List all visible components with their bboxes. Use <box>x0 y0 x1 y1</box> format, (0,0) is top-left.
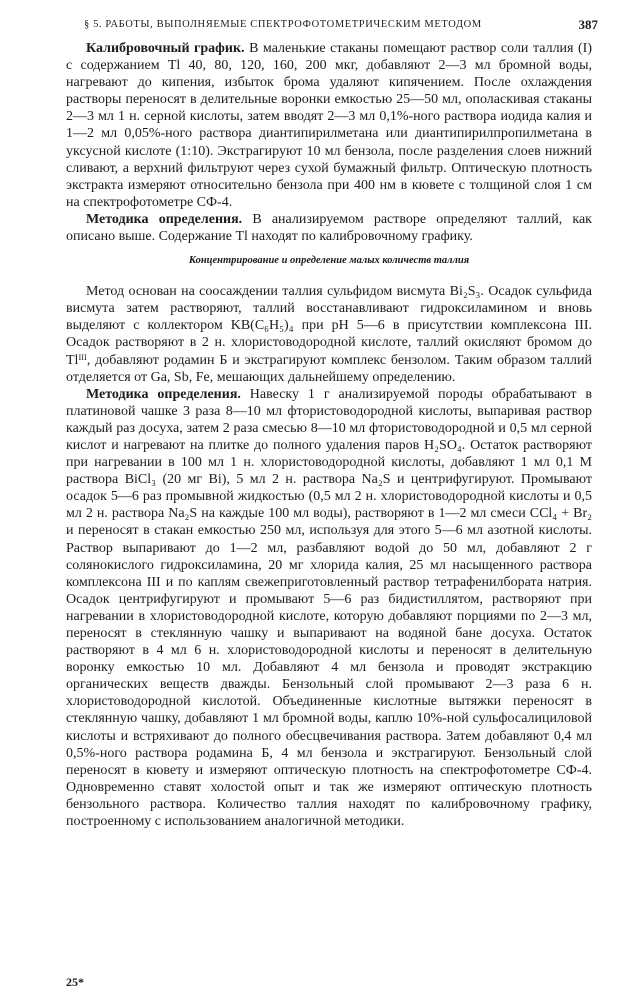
paragraph-lead: Методика определения. <box>86 386 241 402</box>
page-number: 387 <box>578 17 598 32</box>
paragraph-method-2 <box>66 386 592 830</box>
paragraph-method-1 <box>66 211 592 245</box>
paragraph-text: В маленькие стаканы помещают раствор соли таллия (I) с содержанием Tl 40, 80, 120, 160, 200 мкг, добавляют 2—3 мл бромной воды, нагревают до кипения, избыток брома удаляют кипячением. После охлаждения растворы переносят в делительные воронки емкостью 25—50 мл, ополаскивая стаканы 2—3 мл 1 н. серной кислоты, затем вводят 2—3 мл 0,1%-ного раствора иодида калия и 1—2 мл 0,05%-ного раствора диантипирилметана или диантипирилпропилметана в уксусной кислоте (1:10). Экстрагируют 10 мл бензола, после разделения слоев нижний сливают, а верхний фильтруют через сухой бумажный фильтр. Оптическую плотность экстракта измеряют относительно бензола при 400 нм в кювете с толщиной слоя 1 см на спектрофотометре СФ-4. <box>66 41 593 210</box>
paragraph-text: В анализируемом растворе определяют таллий, как описано выше. Содержание Tl находят по калибровочному графику. <box>66 211 592 245</box>
page-body <box>66 40 592 830</box>
paragraph-lead: Методика определения. <box>86 211 243 227</box>
header-title: § 5. РАБОТЫ, ВЫПОЛНЯЕМЫЕ СПЕКТРОФОТОМЕТРИЧЕСКИМ МЕТОДОМ <box>84 19 482 30</box>
paragraph-text: Навеску 1 г анализируемой породы обрабатывают в платиновой чашке 3 раза 8—10 мл фтористоводородной кислоты, выпаривая раствор каждый раз досуха, затем 2 раза смесью 8—10 мл фтористоводородной и 0,5 мл серной кислот и нагревают на плитке до полного удаления паров H₂SO₄. Остаток растворяют при нагревании в 100 мл 1 н. хлористоводородной кислоты, добавляют 1 мл 0,1 М раствора BiCl₃ (20 мг Bi), 5 мл 2 н. раствора Na₂S и центрифугируют. Промывают осадок 5—6 раз промывной жидкостью (0,5 мл 2 н. хлористоводородной кислоты и 0,5 мл 2 н. раствора Na₂S на каждые 100 мл воды), растворяют в 1—2 мл смеси CCl₄ + Br₂ и переносят в стакан емкостью 250 мл, используя для этого 5—6 мл азотной кислоты. Раствор выпаривают до 1—2 мл, разбавляют водой до 50 мл, добавляют 2 г солянокислого гидроксиламина, 20 мг хлорида калия, 25 мл насыщенного раствора комплексона III и по каплям свежеприготовленный раствор тетрафенилбората натрия. Осадок центрифугируют и промывают 5—6 раз бидистиллятом, растворяют при нагревании в хлористоводородной кислоте, которую добавляют порциями по 2—3 мл, переносят в стеклянную чашку и выпаривают на водяной бане досуха. Остаток растворяют в 4 мл 6 н. хлористоводородной кислоты и переносят в делительную воронку емкостью 10 мл. Добавляют 4 мл бензола и проводят экстракцию органических веществ дважды. Бензольный слой промывают 2—3 раза 6 н. хлористоводородной кислотой. Объединенные кислотные вытяжки переносят в стеклянную чашку, добавляют 1 мл бромной воды, каплю 10%-ной сульфосалициловой кислоты и встряхивают до полного обесцвечивания раствора. Затем добавляют 0,4 мл 0,5%-ного раствора родамина Б, 4 мл бензола и экстрагируют. Бензольный слой переносят в кювету и измеряют оптическую плотность на спектрофотометре СФ-4. Одновременно ставят холостой опыт и так же измеряют оптическую плотность бензольного раствора. Количество таллия находят по калибровочному графику, построенному с использованием аналогичной методики. <box>66 386 592 830</box>
paragraph-text: Метод основан на соосаждении таллия сульфидом висмута Bi₂S₃. Осадок сульфида висмута затем растворяют, таллий восстанавливают гидроксиламином и вновь выделяют с коллектором KB(C₆H₅)₄ при pH 5—6 в присутствии комплексона III. Осадок растворяют в 2 н. хлористоводородной кислоте, таллий окисляют бромом до Tlᴵᴵᴵ, добавляют родамин Б и экстрагируют комплекс бензолом. Таким образом таллий отделяется от Ga, Sb, Fe, мешающих дальнейшему определению. <box>66 284 592 385</box>
signature-mark: 25* <box>66 975 84 989</box>
section-subheading: Концентрирование и определение малых количеств таллия <box>188 255 470 267</box>
paragraph-lead: Калибровочный график. <box>86 41 245 56</box>
paragraph-calibration <box>66 40 592 211</box>
running-header <box>62 16 598 36</box>
paragraph-method-basis <box>66 283 592 386</box>
